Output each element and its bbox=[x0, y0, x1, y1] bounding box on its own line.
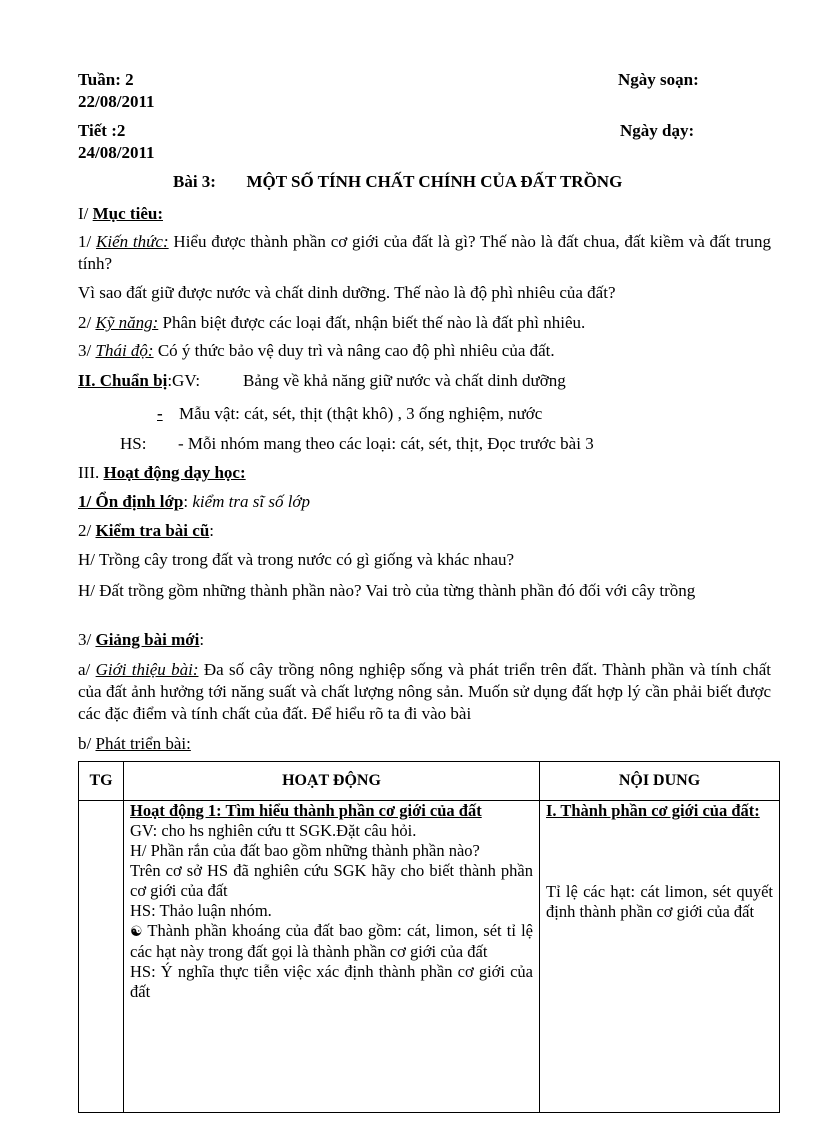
develop-heading: b/ Phát triển bài: bbox=[78, 734, 191, 753]
attitude-paragraph: 3/ Thái độ: Có ý thức bảo vệ duy trì và nâng cao độ phì nhiêu của đất. bbox=[78, 341, 555, 360]
knowledge-label: Kiến thức: bbox=[96, 232, 169, 251]
prep-date: 22/08/2011 bbox=[78, 92, 155, 111]
objectives-heading: I/ Mục tiêu: bbox=[78, 204, 163, 223]
new-lesson-heading: 3/ Giảng bài mới: bbox=[78, 630, 205, 649]
week-label: Tuần: 2 bbox=[78, 70, 134, 89]
review-question-1: H/ Trồng cây trong đất và trong nước có gì giống và khác nhau? bbox=[78, 550, 515, 569]
yin-yang-icon: ☯ bbox=[130, 924, 143, 940]
header-activity: HOẠT ĐỘNG bbox=[124, 762, 540, 801]
review-heading: 2/ Kiểm tra bài cũ: bbox=[78, 521, 215, 540]
teach-date-label: Ngày dạy: bbox=[620, 121, 695, 140]
lesson-number: Bài 3: bbox=[173, 172, 216, 191]
samples-dash: - bbox=[157, 404, 163, 423]
activities-heading: III. Hoạt động dạy học: bbox=[78, 463, 246, 482]
intro-paragraph: a/ Giới thiệu bài: Đa số cây trồng nông nghiệp sống và phát triển trên đất. Thành phần và tính chất của đất ảnh hưởng tới năng suất và chất lượng nông sản. Muốn sử dụng đất hợp lý cần phải biết được các đặc điểm và tính chất của đất. Để hiểu rõ ta đi vào bài bbox=[78, 660, 772, 723]
preparation-heading: II. Chuẩn bị:GV: bbox=[78, 371, 201, 390]
knowledge-paragraph: 1/ Kiến thức: Hiểu được thành phần cơ giới của đất là gì? Thế nào là đất chua, đất kiềm và đất trung tính? bbox=[78, 232, 772, 273]
period-label: Tiết :2 bbox=[78, 121, 126, 140]
activity-line: HS: Thảo luận nhóm. bbox=[130, 901, 272, 920]
activity-line: H/ Phần rắn của đất bao gồm những thành phần nào? bbox=[130, 841, 480, 860]
activity-cell bbox=[124, 801, 540, 1113]
activity-title: Hoạt động 1: Tìm hiểu thành phần cơ giới của đất bbox=[130, 801, 482, 820]
preparation-samples: - Mẫu vật: cát, sét, thịt (thật khô) , 3 ống nghiệm, nước bbox=[157, 404, 543, 423]
review-question-2: H/ Đất trồng gồm những thành phần nào? Vai trò của từng thành phần đó đối với cây trồng bbox=[78, 581, 696, 600]
content-text: Tỉ lệ các hạt: cát limon, sét quyết định thành phần cơ giới của đất bbox=[546, 882, 773, 921]
time-cell bbox=[79, 801, 124, 1113]
table-row bbox=[79, 801, 780, 1113]
intro-label: Giới thiệu bài: bbox=[95, 660, 199, 679]
knowledge-paragraph-2: Vì sao đất giữ được nước và chất dinh dưỡng. Thế nào là độ phì nhiêu của đất? bbox=[78, 283, 616, 302]
activity-line: HS: Ý nghĩa thực tiễn việc xác định thành phần cơ giới của đất bbox=[130, 962, 533, 1001]
prep-date-label: Ngày soạn: bbox=[618, 70, 699, 89]
preparation-hs-text: - Mỗi nhóm mang theo các loại: cát, sét, thịt, Đọc trước bài 3 bbox=[178, 434, 594, 453]
preparation-hs-label: HS: bbox=[120, 434, 147, 453]
teach-date: 24/08/2011 bbox=[78, 143, 155, 162]
attitude-label: Thái độ: bbox=[95, 341, 154, 360]
activity-line: Trên cơ sở HS đã nghiên cứu SGK hãy cho biết thành phần cơ giới của đất bbox=[130, 861, 533, 900]
preparation-gv-text: Bảng về khả năng giữ nước và chất dinh dưỡng bbox=[243, 371, 566, 390]
lesson-table bbox=[78, 761, 780, 1113]
content-title: I. Thành phần cơ giới của đất: bbox=[546, 801, 760, 820]
skill-label: Kỹ năng: bbox=[95, 313, 159, 332]
skill-paragraph: 2/ Kỹ năng: Phân biệt được các loại đất, nhận biết thế nào là đất phì nhiêu. bbox=[78, 313, 586, 332]
table-header-row bbox=[79, 762, 780, 801]
activity-line: GV: cho hs nghiên cứu tt SGK.Đặt câu hỏi. bbox=[130, 821, 417, 840]
activity-answer: ☯ Thành phần khoáng của đất bao gồm: cát, limon, sét tỉ lệ các hạt này trong đất gọi là thành phần cơ giới của đất bbox=[130, 921, 533, 961]
content-cell bbox=[540, 801, 780, 1113]
header-tg: TG bbox=[79, 762, 124, 801]
header-content: NỘI DUNG bbox=[540, 762, 780, 801]
lesson-title bbox=[173, 172, 622, 192]
lesson-name: MỘT SỐ TÍNH CHẤT CHÍNH CỦA ĐẤT TRỒNG bbox=[246, 172, 623, 191]
stabilize-line: 1/ Ổn định lớp: kiểm tra sĩ số lớp bbox=[78, 492, 311, 511]
